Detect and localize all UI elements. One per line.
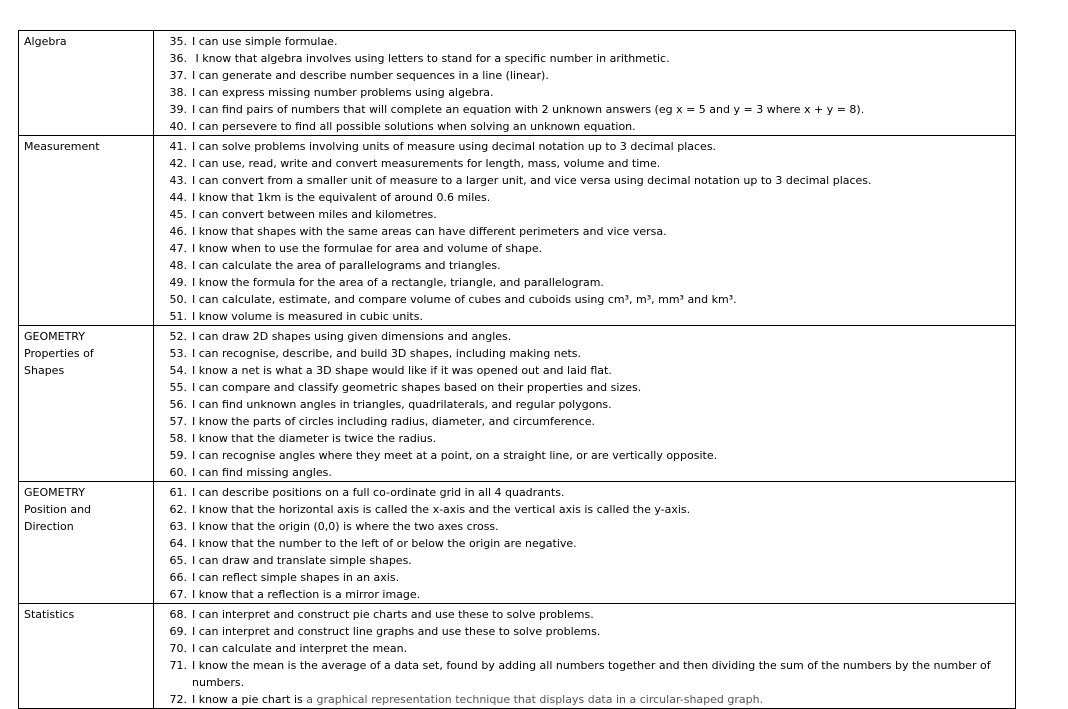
- objective-item: [154, 33, 1015, 50]
- objective-number: 58.: [169, 432, 187, 445]
- objective-number: 37.: [169, 69, 187, 82]
- objective-number: 53.: [169, 347, 187, 360]
- objective-item: [154, 84, 1015, 101]
- objective-number: 38.: [169, 86, 187, 99]
- objective-number: 71.: [169, 659, 187, 672]
- objective-item: [154, 274, 1015, 291]
- objective-number: 70.: [169, 642, 187, 655]
- objective-number: 60.: [169, 466, 187, 479]
- objective-item: [154, 623, 1015, 640]
- section-row: [19, 31, 1016, 136]
- objective-text: I can draw 2D shapes using given dimensions and angles.: [192, 330, 512, 343]
- objective-number: 72.: [169, 693, 187, 706]
- objective-number: 67.: [169, 588, 187, 601]
- objective-text: I can express missing number problems using algebra.: [192, 86, 494, 99]
- objective-item: [154, 586, 1015, 603]
- objective-item: [154, 155, 1015, 172]
- objective-item: [154, 640, 1015, 657]
- objective-item: [154, 50, 1015, 67]
- objective-text: I can recognise, describe, and build 3D shapes, including making nets.: [192, 347, 582, 360]
- objective-number: 41.: [169, 140, 187, 153]
- category-label: Properties of: [24, 347, 94, 360]
- objective-text: I can solve problems involving units of measure using decimal notation up to 3 decimal places.: [192, 140, 717, 153]
- objective-number: 69.: [169, 625, 187, 638]
- objective-item: [154, 240, 1015, 257]
- section-row: [19, 326, 1016, 482]
- objective-item: [154, 447, 1015, 464]
- objective-number: 68.: [169, 608, 187, 621]
- objective-item: [154, 552, 1015, 569]
- objective-item: [154, 328, 1015, 345]
- objective-text: I can calculate and interpret the mean.: [192, 642, 408, 655]
- objective-item: [154, 206, 1015, 223]
- objective-number: 59.: [169, 449, 187, 462]
- objective-text: I know that a reflection is a mirror image.: [192, 588, 421, 601]
- objective-item: [154, 518, 1015, 535]
- objective-text: I can convert from a smaller unit of measure to a larger unit, and vice versa using decimal notation up to 3 decimal places.: [192, 174, 872, 187]
- objective-text: I know a net is what a 3D shape would like if it was opened out and laid flat.: [192, 364, 612, 377]
- objective-text: I can describe positions on a full co-ordinate grid in all 4 quadrants.: [192, 486, 565, 499]
- objective-number: 46.: [169, 225, 187, 238]
- objective-text: I know a pie chart is: [192, 693, 307, 706]
- objective-item: [154, 535, 1015, 552]
- objective-text: I can find missing angles.: [192, 466, 332, 479]
- objective-text: I can persevere to find all possible solutions when solving an unknown equation.: [192, 120, 636, 133]
- objective-item: [154, 691, 1015, 708]
- objective-text: I can use simple formulae.: [192, 35, 338, 48]
- category-cell: [19, 326, 154, 482]
- objective-number: 55.: [169, 381, 187, 394]
- objective-item: [154, 484, 1015, 501]
- objective-item: [154, 379, 1015, 396]
- category-cell: [19, 31, 154, 136]
- objective-item: [154, 430, 1015, 447]
- objective-text: I can draw and translate simple shapes.: [192, 554, 412, 567]
- objective-number: 64.: [169, 537, 187, 550]
- objective-text: I can interpret and construct pie charts and use these to solve problems.: [192, 608, 594, 621]
- objective-text: I know that the number to the left of or below the origin are negative.: [192, 537, 577, 550]
- objective-item: [154, 569, 1015, 586]
- objective-text: I can reflect simple shapes in an axis.: [192, 571, 400, 584]
- category-label: GEOMETRY: [24, 330, 85, 343]
- objective-text: I know that algebra involves using letters to stand for a specific number in arithmetic.: [192, 52, 670, 65]
- objective-item: [154, 118, 1015, 135]
- objective-item: [154, 138, 1015, 155]
- objectives-table: [18, 30, 1016, 709]
- category-cell: [19, 604, 154, 709]
- category-label: GEOMETRY: [24, 486, 85, 499]
- objective-item: [154, 291, 1015, 308]
- objective-number: 48.: [169, 259, 187, 272]
- objective-item: [154, 101, 1015, 118]
- objective-item: [154, 396, 1015, 413]
- objective-number: 66.: [169, 571, 187, 584]
- objective-item: [154, 67, 1015, 84]
- objectives-cell: [154, 604, 1016, 709]
- objective-text: I can generate and describe number sequences in a line (linear).: [192, 69, 549, 82]
- objective-text: I know the formula for the area of a rectangle, triangle, and parallelogram.: [192, 276, 604, 289]
- category-label: Direction: [24, 520, 74, 533]
- objective-text: I can find pairs of numbers that will complete an equation with 2 unknown answers (eg x = 5 and y = 3 where x + y = 8).: [192, 103, 865, 116]
- objective-text: I can use, read, write and convert measurements for length, mass, volume and time.: [192, 157, 661, 170]
- objective-number: 43.: [169, 174, 187, 187]
- objective-text: I can calculate, estimate, and compare volume of cubes and cuboids using cm³, m³, mm³ and km³.: [192, 293, 737, 306]
- objective-number: 56.: [169, 398, 187, 411]
- objectives-cell: [154, 326, 1016, 482]
- objective-item: [154, 189, 1015, 206]
- objective-text: I know the parts of circles including radius, diameter, and circumference.: [192, 415, 595, 428]
- objective-text: I know that the horizontal axis is called the x-axis and the vertical axis is called the y-axis.: [192, 503, 691, 516]
- objectives-cell: [154, 31, 1016, 136]
- section-row: [19, 604, 1016, 709]
- section-row: [19, 482, 1016, 604]
- category-label: Position and: [24, 503, 92, 516]
- objective-number: 40.: [169, 120, 187, 133]
- objective-text-continued: numbers.: [192, 676, 245, 689]
- objective-number: 52.: [169, 330, 187, 343]
- objective-text: I can convert between miles and kilometres.: [192, 208, 437, 221]
- objective-text-highlight: a graphical representation technique that displays data in a circular-shaped graph.: [306, 693, 764, 706]
- objective-number: 61.: [169, 486, 187, 499]
- objective-number: 47.: [169, 242, 187, 255]
- objective-number: 45.: [169, 208, 187, 221]
- objective-text: I can find unknown angles in triangles, quadrilaterals, and regular polygons.: [192, 398, 612, 411]
- category-cell: [19, 482, 154, 604]
- category-label: Measurement: [24, 140, 100, 153]
- category-cell: [19, 136, 154, 326]
- objective-number: 49.: [169, 276, 187, 289]
- objective-item: [154, 464, 1015, 481]
- objective-number: 62.: [169, 503, 187, 516]
- objective-text: I know that 1km is the equivalent of around 0.6 miles.: [192, 191, 491, 204]
- objectives-cell: [154, 482, 1016, 604]
- objective-item: [154, 172, 1015, 189]
- objective-item: [154, 223, 1015, 240]
- objective-item: [154, 308, 1015, 325]
- objective-number: 65.: [169, 554, 187, 567]
- objective-item: [154, 501, 1015, 518]
- objective-text: I can compare and classify geometric shapes based on their properties and sizes.: [192, 381, 642, 394]
- objective-number: 36.: [169, 52, 187, 65]
- objective-text: I can interpret and construct line graphs and use these to solve problems.: [192, 625, 601, 638]
- objective-number: 63.: [169, 520, 187, 533]
- objective-text: I know when to use the formulae for area and volume of shape.: [192, 242, 543, 255]
- category-label: Algebra: [24, 35, 67, 48]
- objective-item: [154, 606, 1015, 623]
- objective-text: I can calculate the area of parallelograms and triangles.: [192, 259, 501, 272]
- section-row: [19, 136, 1016, 326]
- objective-number: 57.: [169, 415, 187, 428]
- objective-number: 54.: [169, 364, 187, 377]
- objective-number: 50.: [169, 293, 187, 306]
- objectives-cell: [154, 136, 1016, 326]
- objective-text: I know the mean is the average of a data set, found by adding all numbers together and then dividing the sum of the numbers by the number of: [192, 659, 991, 672]
- objective-item: [154, 345, 1015, 362]
- objective-item: [154, 362, 1015, 379]
- objective-number: 35.: [169, 35, 187, 48]
- objective-text: I can recognise angles where they meet at a point, on a straight line, or are vertically opposite.: [192, 449, 718, 462]
- objective-text: I know that shapes with the same areas can have different perimeters and vice versa.: [192, 225, 667, 238]
- objective-number: 51.: [169, 310, 187, 323]
- objective-number: 39.: [169, 103, 187, 116]
- category-label: Statistics: [24, 608, 75, 621]
- objective-text: I know that the origin (0,0) is where the two axes cross.: [192, 520, 499, 533]
- objective-number: 42.: [169, 157, 187, 170]
- objective-item: [154, 657, 1015, 674]
- category-label: Shapes: [24, 364, 65, 377]
- objective-item: [154, 257, 1015, 274]
- objective-text: I know that the diameter is twice the radius.: [192, 432, 437, 445]
- objective-number: 44.: [169, 191, 187, 204]
- objective-text: I know volume is measured in cubic units.: [192, 310, 423, 323]
- objective-item: [154, 413, 1015, 430]
